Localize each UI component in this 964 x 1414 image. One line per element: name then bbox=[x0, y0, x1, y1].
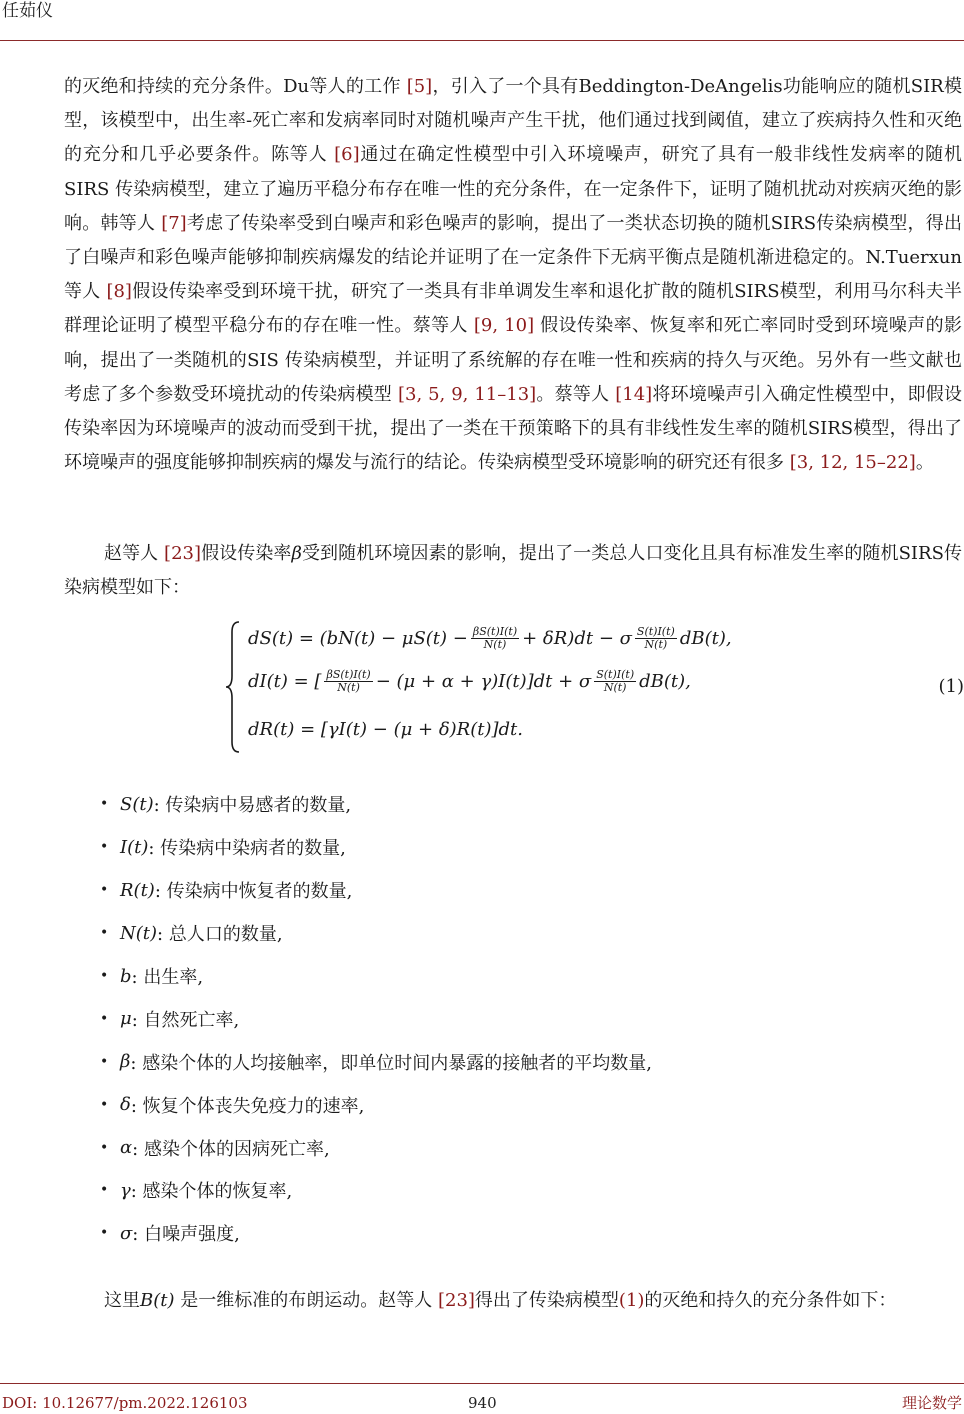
equation-ref-link[interactable]: (1) bbox=[618, 1290, 645, 1311]
footer-divider bbox=[0, 1383, 964, 1384]
bullet-icon: • bbox=[100, 1010, 109, 1027]
text-run: 假设传染率 bbox=[201, 543, 292, 564]
numerator: βS(t)I(t) bbox=[472, 625, 518, 638]
variable-symbol: σ bbox=[120, 1222, 133, 1244]
fraction bbox=[594, 669, 636, 694]
fraction bbox=[635, 626, 677, 651]
variable-description: : 感染个体的因病死亡率, bbox=[132, 1138, 330, 1160]
variable-description: : 出生率, bbox=[131, 967, 204, 988]
fraction bbox=[471, 626, 519, 651]
bullet-icon: • bbox=[100, 925, 109, 942]
variable-description: : 自然死亡率, bbox=[131, 1009, 240, 1031]
citation-link[interactable]: [5] bbox=[406, 76, 433, 97]
text-run: 的灭绝和持续的充分条件。Du等人的工作 bbox=[64, 76, 407, 97]
text-run: 得出了传染病模型 bbox=[474, 1290, 619, 1311]
variable-description: : 传染病中易感者的数量, bbox=[153, 795, 352, 817]
bullet-icon: • bbox=[100, 882, 109, 899]
left-brace bbox=[224, 620, 242, 754]
list-item bbox=[100, 912, 652, 955]
numerator: βS(t)I(t) bbox=[326, 668, 371, 681]
bullet-icon: • bbox=[100, 1225, 109, 1242]
variable-symbol: α bbox=[120, 1137, 133, 1159]
citation-link[interactable]: [9, 10] bbox=[473, 315, 535, 337]
text-run: 假设传染率受到环境干扰，研究了一类具有非单调发生率和退化扩散的随机SIRS模型，利用马尔科夫半群理论证明了模型平稳分布的存在唯一性。蔡等人 bbox=[64, 281, 962, 337]
eq-text: − (μ + α + γ)I(t)]dt + σ bbox=[375, 671, 592, 692]
text-run: 的灭绝和持久的充分条件如下： bbox=[644, 1290, 897, 1311]
paragraph-brownian-motion bbox=[64, 1284, 962, 1318]
text-run: 受到随机环境因素的影响，提出了一类总人口变化且具有标准发生率的随机SIRS传染病模型如下： bbox=[64, 543, 962, 599]
text-run: 考虑了传染率受到白噪声和彩色噪声的影响，提出了一类状态切换的随机SIRS传染病模型，得出了白噪声和彩色噪声能够抑制疾病爆发的结论并证明了在一定条件下无病平衡点是随机渐进稳定的。N.Tuerxun 等人 bbox=[64, 212, 962, 303]
eq-text: + δR)dt − σ bbox=[522, 628, 632, 649]
variable-symbol: S(t) bbox=[120, 793, 154, 815]
list-item bbox=[100, 997, 652, 1040]
variable-symbol: δ bbox=[120, 1094, 131, 1116]
footer-page-number: 940 bbox=[468, 1394, 497, 1412]
list-item bbox=[100, 1040, 652, 1083]
bullet-icon: • bbox=[100, 1182, 109, 1199]
denominator: N(t) bbox=[603, 681, 627, 694]
equation-line-dS bbox=[248, 626, 732, 651]
eq-text: dI(t) = [ bbox=[248, 671, 322, 692]
citation-link[interactable]: [14] bbox=[615, 383, 653, 405]
paragraph-literature-review bbox=[64, 70, 962, 480]
list-item bbox=[100, 869, 652, 912]
equation-line-dR bbox=[248, 712, 523, 746]
variable-symbol: b bbox=[120, 965, 132, 987]
list-item bbox=[100, 783, 652, 826]
equation-system-1 bbox=[224, 620, 964, 754]
equation-number: (1) bbox=[938, 676, 964, 697]
citation-link[interactable]: [7] bbox=[161, 212, 187, 234]
text-run: 通过在确定性模型中引入环境噪声，研究了具有一般非线性发病率的随机SIRS 传染病模型，建立了遍历平稳分布存在唯一性的充分条件，在一定条件下，证明了随机扰动对疾病灭绝的影响。韩等人 bbox=[64, 144, 962, 234]
citation-link[interactable]: [8] bbox=[106, 281, 132, 303]
variable-symbol: N(t) bbox=[120, 922, 158, 944]
citation-link[interactable]: [3, 12, 15–22] bbox=[789, 452, 916, 474]
footer-doi-link[interactable]: DOI: 10.12677/pm.2022.126103 bbox=[2, 1394, 248, 1412]
bullet-icon: • bbox=[100, 839, 109, 856]
bullet-icon: • bbox=[100, 796, 109, 813]
variable-description: : 恢复个体丧失免疫力的速率, bbox=[130, 1095, 365, 1117]
eq-text: dS(t) = (bN(t) − μS(t) − bbox=[248, 628, 468, 649]
citation-link[interactable]: [23] bbox=[164, 543, 201, 564]
list-item bbox=[100, 1169, 652, 1212]
list-item bbox=[100, 955, 652, 998]
text-run: 。蔡等人 bbox=[536, 383, 616, 405]
variable-symbol: R(t) bbox=[120, 879, 155, 901]
bullet-icon: • bbox=[100, 1053, 109, 1070]
eq-text: dR(t) = [γI(t) − (μ + δ)R(t)]dt. bbox=[248, 718, 524, 740]
bullet-icon: • bbox=[100, 968, 109, 984]
numerator: S(t)I(t) bbox=[636, 625, 675, 638]
bullet-icon: • bbox=[100, 1096, 109, 1113]
list-item bbox=[100, 1126, 652, 1169]
fraction bbox=[324, 669, 372, 694]
text-run: 假设传染率、恢复率和死亡率同时受到环境噪声的影响，提出了一类随机的SIS 传染病模型，并证明了系统解的存在唯一性和疾病的持久与灭绝。另外有一些文献也考虑了多个参数受环境扰动的传染病模型 bbox=[64, 315, 962, 405]
variable-description: : 感染个体的人均接触率，即单位时间内暴露的接触者的平均数量, bbox=[130, 1052, 652, 1074]
list-item bbox=[100, 1212, 652, 1255]
variable-symbol: μ bbox=[120, 1008, 132, 1030]
denominator: N(t) bbox=[644, 638, 668, 651]
variable-description: : 白噪声强度, bbox=[132, 1224, 240, 1246]
variable-definition-list bbox=[100, 783, 652, 1255]
variable-symbol: I(t) bbox=[120, 836, 149, 858]
math-symbol: β bbox=[291, 543, 302, 564]
eq-text: dB(t), bbox=[679, 628, 732, 649]
variable-symbol: β bbox=[120, 1051, 131, 1073]
denominator: N(t) bbox=[483, 638, 507, 651]
math-symbol: B(t) bbox=[140, 1290, 175, 1311]
variable-description: : 传染病中染病者的数量, bbox=[148, 838, 346, 860]
denominator: N(t) bbox=[337, 681, 360, 694]
variable-description: : 总人口的数量, bbox=[157, 924, 283, 946]
citation-link[interactable]: [3, 5, 9, 11–13] bbox=[397, 383, 537, 405]
header-divider bbox=[0, 40, 964, 41]
footer-journal-name: 理论数学 bbox=[901, 1394, 962, 1412]
variable-symbol: γ bbox=[120, 1179, 131, 1201]
variable-description: : 传染病中恢复者的数量, bbox=[154, 881, 353, 903]
bullet-icon: • bbox=[100, 1139, 109, 1156]
paragraph-model-intro bbox=[64, 537, 962, 605]
text-run: 。 bbox=[915, 452, 934, 474]
text-run: 这里 bbox=[104, 1290, 140, 1311]
eq-text: dB(t), bbox=[639, 671, 691, 692]
text-run: 将环境噪声引入确定性模型中，即假设传染率因为环境噪声的波动而受到干扰，提出了一类在干预策略下的具有非线性发生率的随机SIRS模型，得出了环境噪声的强度能够抑制疾病的爆发与流行的结论。传染病模型受环境影响的研究还有很多 bbox=[64, 383, 962, 474]
numerator: S(t)I(t) bbox=[596, 668, 635, 681]
equation-line-dI bbox=[248, 669, 691, 694]
list-item bbox=[100, 826, 652, 869]
variable-description: : 感染个体的恢复率, bbox=[130, 1181, 293, 1203]
text-run: 是一维标准的布朗运动。赵等人 bbox=[174, 1290, 438, 1311]
list-item bbox=[100, 1083, 652, 1126]
text-run: 赵等人 bbox=[104, 543, 165, 564]
running-header-author: 任茹仪 bbox=[2, 1, 53, 21]
citation-link[interactable]: [23] bbox=[437, 1290, 475, 1311]
citation-link[interactable]: [6] bbox=[334, 144, 360, 166]
text-run: ，引入了一个具有Beddington-DeAngelis功能响应的随机SIR模型，该模型中，出生率-死亡率和发病率同时对随机噪声产生干扰，他们通过找到阈值，建立了疾病持久性和灭绝的充分和几乎必要条件。陈等人 bbox=[64, 76, 962, 166]
